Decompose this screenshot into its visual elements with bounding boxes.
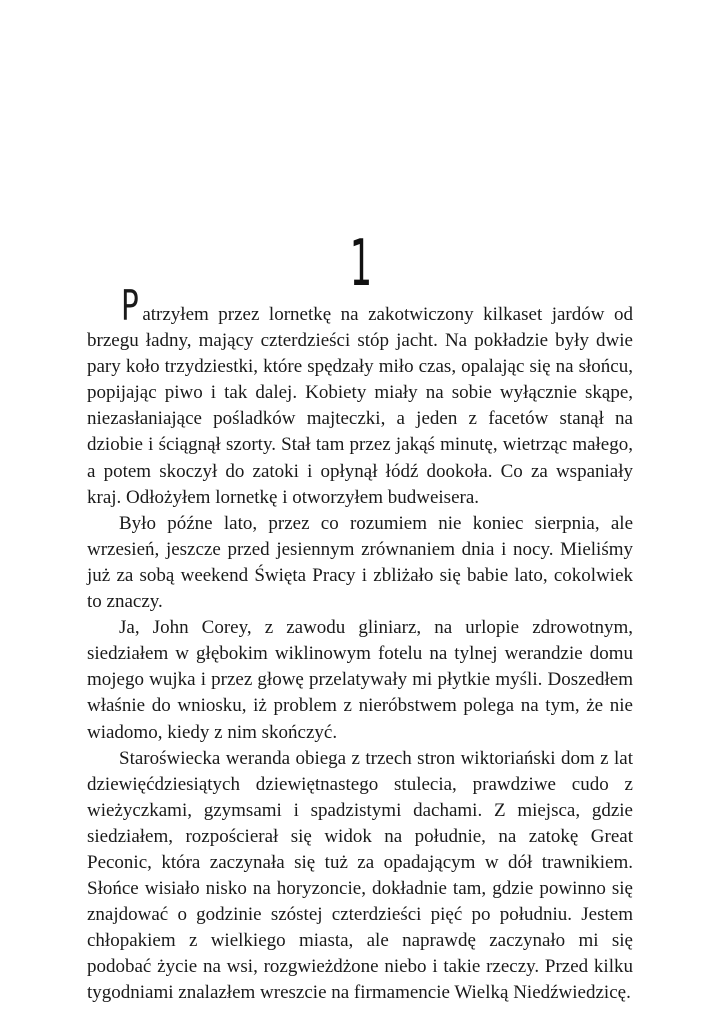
chapter-text — [87, 281, 633, 1007]
paragraph-1 — [87, 281, 633, 511]
chapter-number: 1 — [349, 227, 373, 301]
paragraph-3: Ja, John Corey, z zawodu gliniarz, na urlopie zdrowotnym, siedziałem w głębokim wiklinowym fotelu na tylnej werandzie domu mojego wujka i przez głowę przelatywały mi płytkie myśli. Doszedłem właśnie do wniosku, iż problem z nieróbstwem polega na tym, że nie wiadomo, kiedy z nim skończyć. — [87, 617, 633, 743]
paragraph-2: Było późne lato, przez co rozumiem nie koniec sierpnia, ale wrzesień, jeszcze przed jesiennym zrównaniem dnia i nocy. Mieliśmy już za sobą weekend Święta Pracy i zbliżało się babie lato, cokolwiek to znaczy. — [87, 512, 633, 613]
paragraph-1-text: atrzyłem przez lornetkę na zakotwiczony kilkaset jardów od brzegu ładny, mający czterdzieści stóp jacht. Na pokładzie były dwie pary koło trzydziestki, które spędzały miło czas, opalając się na słońcu, popijając piwo i tak dalej. Kobiety miały na sobie wyłącznie skąpe, niezasłaniające pośladków majteczki, a jeden z facetów stanął na dziobie i ściągnął szorty. Stał tam przez jakąś minutę, wietrząc małego, a potem skoczył do zatoki i opłynął łódź dookoła. Co za wspaniały kraj. Odłożyłem lornetkę i otworzyłem budweisera. — [87, 304, 633, 508]
paragraph-4: Staroświecka weranda obiega z trzech stron wiktoriański dom z lat dziewięćdziesiątych dziewiętnastego stulecia, prawdziwe cudo z wieżyczkami, gzymsami i spadzistymi dachami. Z miejsca, gdzie siedziałem, rozpościerał się widok na południe, na zatokę Great Peconic, która zaczynała się tuż za opadającym w dół trawnikiem. Słońce wisiało nisko na horyzoncie, dokładnie tam, gdzie powinno się znajdować o godzinie szóstej czterdzieści pięć po południu. Jestem chłopakiem z wielkiego miasta, ale naprawdę zaczynało mi się podobać życie na wsi, rozgwieżdżone niebo i takie rzeczy. Przed kilku tygodniami znalazłem wreszcie na firmamencie Wielką Niedźwiedzicę. — [87, 747, 633, 1004]
drop-cap: P — [121, 281, 139, 330]
